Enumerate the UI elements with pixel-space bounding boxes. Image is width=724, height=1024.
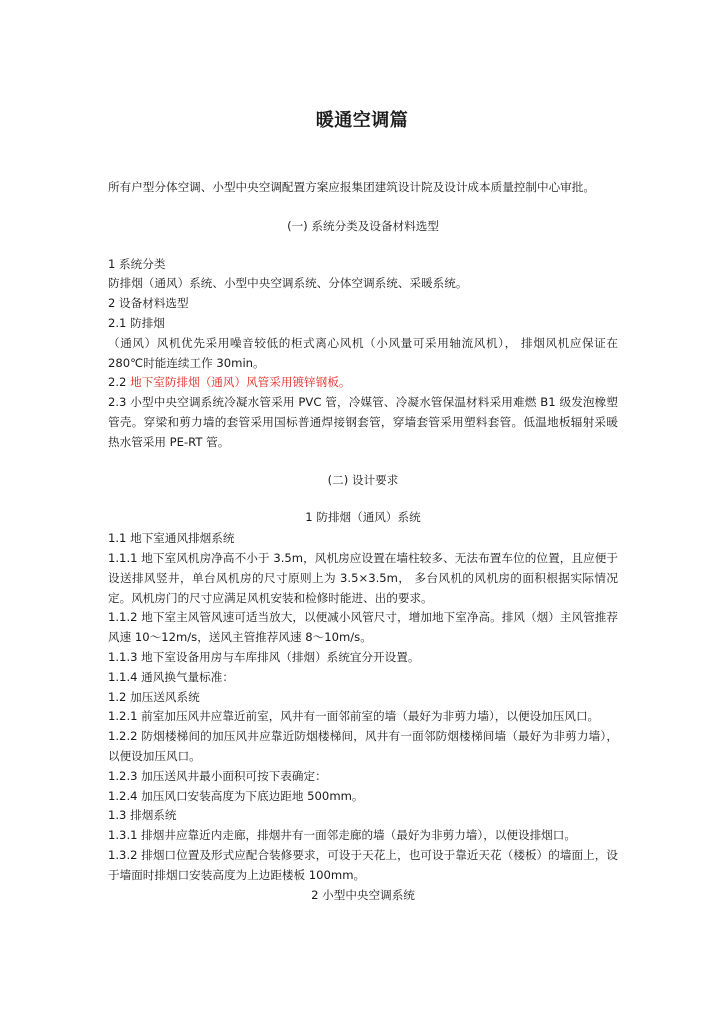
item2-1-text: （通风）风机优先采用噪音较低的柜式离心风机（小风量可采用轴流风机）， 排烟风机应保证在 280℃时能连续工作 30min。: [108, 335, 618, 370]
document-body: [108, 178, 618, 905]
item2-2-number: 2.2: [108, 375, 131, 390]
clause-line: 1.2.1 前室加压风井应靠近前室，风井有一面邻前室的墙（最好为非剪力墙），以便设加压风口。: [108, 709, 600, 724]
item1-text: 防排烟（通风）系统、小型中央空调系统、分体空调系统、采暖系统。: [108, 276, 468, 291]
item2-2-paragraph: [108, 373, 618, 393]
item2-3-text: 2.3 小型中央空调系统冷凝水管采用 PVC 管，冷媒管、冷凝水管保温材料采用难燃 B1 级发泡橡塑管壳。穿梁和剪力墙的套管采用国标普通焊接钢套管，穿墙套管采用塑料套管。低温地板辐射采暖热水管采用 PE-RT 管。: [108, 395, 618, 449]
clause-line: 1.2 加压送风系统: [108, 689, 200, 704]
section1-heading: (一) 系统分类及设备材料选型: [287, 218, 439, 233]
clause-line: 1.1.3 地下室设备用房与车库排风（排烟）系统宜分开设置。: [108, 649, 420, 664]
clause-line: 1.2.4 加压风口安装高度为下底边距地 500mm。: [108, 788, 364, 803]
clause-line: 1.2.3 加压送风井最小面积可按下表确定：: [108, 768, 327, 783]
clause-line: 1.2.2 防烟楼梯间的加压风井应靠近防烟楼梯间，风井有一面邻防烟楼梯间墙（最好为非剪力墙），以便设加压风口。: [108, 729, 618, 763]
clause-line: 1.3.2 排烟口位置及形式应配合装修要求，可设于天花上，也可设于靠近天花（楼板）的墙面上，设于墙面时排烟口安装高度为上边距楼板 100mm。: [108, 847, 618, 882]
subsection1-heading: 1 防排烟（通风）系统: [305, 510, 421, 525]
document-title: 暖通空调篇: [315, 110, 409, 131]
item2-heading: 2 设备材料选型: [108, 296, 189, 311]
item2-2-highlight: 地下室防排烟（通风）风管采用镀锌钢板。: [130, 375, 351, 390]
clause-line: 1.1.4 通风换气量标准：: [108, 669, 234, 684]
section2-heading: (二) 设计要求: [327, 472, 399, 487]
item2-1-heading: 2.1 防排烟: [108, 315, 165, 330]
clause-line: 1.1.2 地下室主风管风速可适当放大，以便减小风管尺寸，增加地下室净高。排风（烟）主风管推荐风速 10～12m/s，送风主管推荐风速 8～10m/s。: [108, 610, 618, 645]
item1-heading: 1 系统分类: [108, 256, 166, 271]
intro-paragraph: 所有户型分体空调、小型中央空调配置方案应报集团建筑设计院及设计成本质量控制中心审批。: [108, 180, 595, 194]
clause-line: 1.1.1 地下室风机房净高不小于 3.5m，风机房应设置在墙柱较多、无法布置车位的位置，且应便于设送排风竖井，单台风机房的尺寸原则上为 3.5×3.5m， 多台风机的风机房的面积根据实际情况定。风机房门的尺寸应满足风机安装和检修时能进、出的要求。: [108, 550, 618, 605]
clause-line: 1.3.1 排烟井应靠近内走廊，排烟井有一面邻走廊的墙（最好为非剪力墙），以便设排烟口。: [108, 828, 576, 843]
subsection2-heading: 2 小型中央空调系统: [311, 887, 415, 902]
clause-line: 1.1 地下室通风排烟系统: [108, 531, 235, 546]
clause-line: 1.3 排烟系统: [108, 808, 177, 823]
